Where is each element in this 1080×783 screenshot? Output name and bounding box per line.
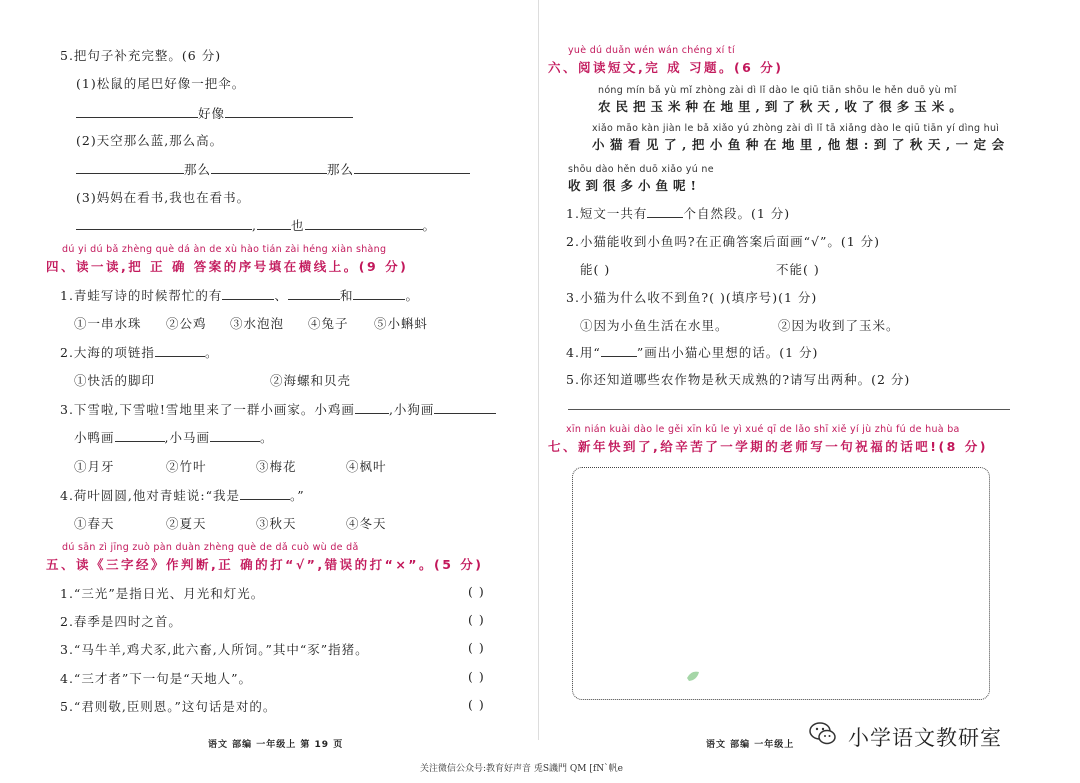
watermark: 小学语文教研室 xyxy=(848,726,1002,750)
answer-paren[interactable]: ( ) xyxy=(468,697,485,712)
sec5-item: 2.春季是四时之首。 xyxy=(60,614,182,629)
page-divider xyxy=(538,0,539,740)
sec6-pinyin: yuè dú duǎn wén wán chéng xí tí xyxy=(568,45,735,56)
q3-option: ①因为小鱼生活在水里。 xyxy=(580,318,729,333)
sec7-heading: 七、新年快到了,给辛苦了一学期的老师写一句祝福的话吧!(8 分) xyxy=(548,439,988,454)
sec5-heading: 五、读《三字经》作判断,正 确的打“√”,错误的打“×”。(5 分) xyxy=(46,557,484,572)
q5-s1: (1)松鼠的尾巴好像一把伞。 xyxy=(76,76,246,91)
q4-option: ②夏天 xyxy=(166,516,207,531)
left-footer: 语文 部编 一年级上 第 19 页 xyxy=(208,740,344,750)
sec4-heading: 四、读一读,把 正 确 答案的序号填在横线上。(9 分) xyxy=(46,259,409,274)
sec6-heading: 六、阅读短文,完 成 习题。(6 分) xyxy=(548,60,784,75)
passage-p2: 小猫看见了,把小鱼种在地里,他想:到了秋天,一定会 xyxy=(592,137,1010,152)
sec5-pinyin: dú sān zì jīng zuò pàn duàn zhèng què de dǎ cuò wù de dǎ xyxy=(62,542,359,553)
q5-s2-fill: 那么 那么 xyxy=(76,160,470,178)
q3-option: ①月牙 xyxy=(74,459,115,474)
answer-paren[interactable]: ( ) xyxy=(468,669,485,684)
passage-p1: 农民把玉米种在地里,到了秋天,收了很多玉米。 xyxy=(598,99,967,114)
answer-paren[interactable]: ( ) xyxy=(468,584,485,599)
sec4-q2: 2.大海的项链指 。 xyxy=(60,345,219,360)
right-footer: 语文 部编 一年级上 xyxy=(706,740,795,750)
q2-option: ②海螺和贝壳 xyxy=(270,373,352,388)
q4-option: ①春天 xyxy=(74,516,115,531)
q4-option: ③秋天 xyxy=(256,516,297,531)
q2-answer-yes[interactable]: 能( ) xyxy=(580,262,611,277)
q1-option: ⑤小蝌蚪 xyxy=(374,316,429,331)
leaf-doodle-icon xyxy=(685,668,703,684)
sec5-item: 3.“马牛羊,鸡犬豕,此六畜,人所饲。”其中“豕”指猪。 xyxy=(60,642,369,657)
q2-option: ①快活的脚印 xyxy=(74,373,156,388)
sec5-item: 4.“三才者”下一句是“天地人”。 xyxy=(60,671,252,686)
p1-pinyin: nóng mín bǎ yù mǐ zhòng zài dì lǐ dào le qiū tiān shōu le hěn duō yù mǐ xyxy=(598,85,957,96)
answer-paren[interactable]: ( ) xyxy=(468,612,485,627)
q1-option: ①一串水珠 xyxy=(74,316,142,331)
passage-p3: 收到很多小鱼呢! xyxy=(568,178,701,193)
q5-s3-fill: , 也 。 xyxy=(76,216,436,234)
sec4-q4: 4.荷叶圆圆,他对青蛙说:“我是 。” xyxy=(60,488,305,503)
q4-option: ④冬天 xyxy=(346,516,387,531)
q5-s1-fill: 好像 xyxy=(76,104,353,122)
sec6-q4: 4.用“ ”画出小猫心里想的话。(1 分) xyxy=(566,345,819,360)
answer-paren[interactable]: ( ) xyxy=(468,640,485,655)
q5-s3: (3)妈妈在看书,我也在看书。 xyxy=(76,190,251,205)
q1-option: ③水泡泡 xyxy=(230,316,285,331)
blessing-writing-box[interactable] xyxy=(572,467,990,700)
sec6-q5: 5.你还知道哪些农作物是秋天成熟的?请写出两种。(2 分) xyxy=(566,372,911,387)
q2-answer-no[interactable]: 不能( ) xyxy=(776,262,820,277)
p2-pinyin: xiǎo māo kàn jiàn le bǎ xiǎo yú zhòng zài dì lǐ tā xiǎng dào le qiū tiān yí dìng huì xyxy=(592,123,1000,134)
sec7-pinyin: xīn nián kuài dào le gěi xīn kǔ le yì xué qī de lǎo shī xiě yí jù zhù fú de huà ba xyxy=(566,424,960,435)
q1-option: ④兔子 xyxy=(308,316,349,331)
q1-option: ②公鸡 xyxy=(166,316,207,331)
sec5-item: 1.“三光”是指日光、月光和灯光。 xyxy=(60,586,265,601)
q3-option: ③梅花 xyxy=(256,459,297,474)
sec6-q2: 2.小猫能收到小鱼吗?在正确答案后面画“√”。(1 分) xyxy=(566,234,881,249)
q3-option: ②因为收到了玉米。 xyxy=(778,318,900,333)
sec4-q1: 1.青蛙写诗的时候帮忙的有 、 和 。 xyxy=(60,288,419,303)
q3-option: ④枫叶 xyxy=(346,459,387,474)
wechat-icon xyxy=(808,719,838,749)
answer-line[interactable] xyxy=(568,409,1010,410)
sec6-q1: 1.短文一共有 个自然段。(1 分) xyxy=(566,206,791,221)
q5-s2: (2)天空那么蓝,那么高。 xyxy=(76,133,224,148)
sec5-item: 5.“君则敬,臣则恩。”这句话是对的。 xyxy=(60,699,277,714)
sec4-pinyin: dú yi dú bǎ zhèng què dá àn de xù hào tián zài héng xiàn shàng xyxy=(62,244,387,255)
q3-option: ②竹叶 xyxy=(166,459,207,474)
sec4-q3: 3.下雪啦,下雪啦!雪地里来了一群小画家。小鸡画 ,小狗画 xyxy=(60,400,496,418)
q5-title: 5.把句子补充完整。(6 分) xyxy=(60,48,222,63)
bottom-notice: 关注微信公众号:教育好声音 兎S譏門 QM [fN`帆e xyxy=(420,764,623,774)
p3-pinyin: shōu dào hěn duō xiǎo yú ne xyxy=(568,164,714,175)
sec6-q3: 3.小猫为什么收不到鱼?( )(填序号)(1 分) xyxy=(566,290,818,305)
sec4-q3-b: 小鸭画 ,小马画 。 xyxy=(74,430,274,445)
